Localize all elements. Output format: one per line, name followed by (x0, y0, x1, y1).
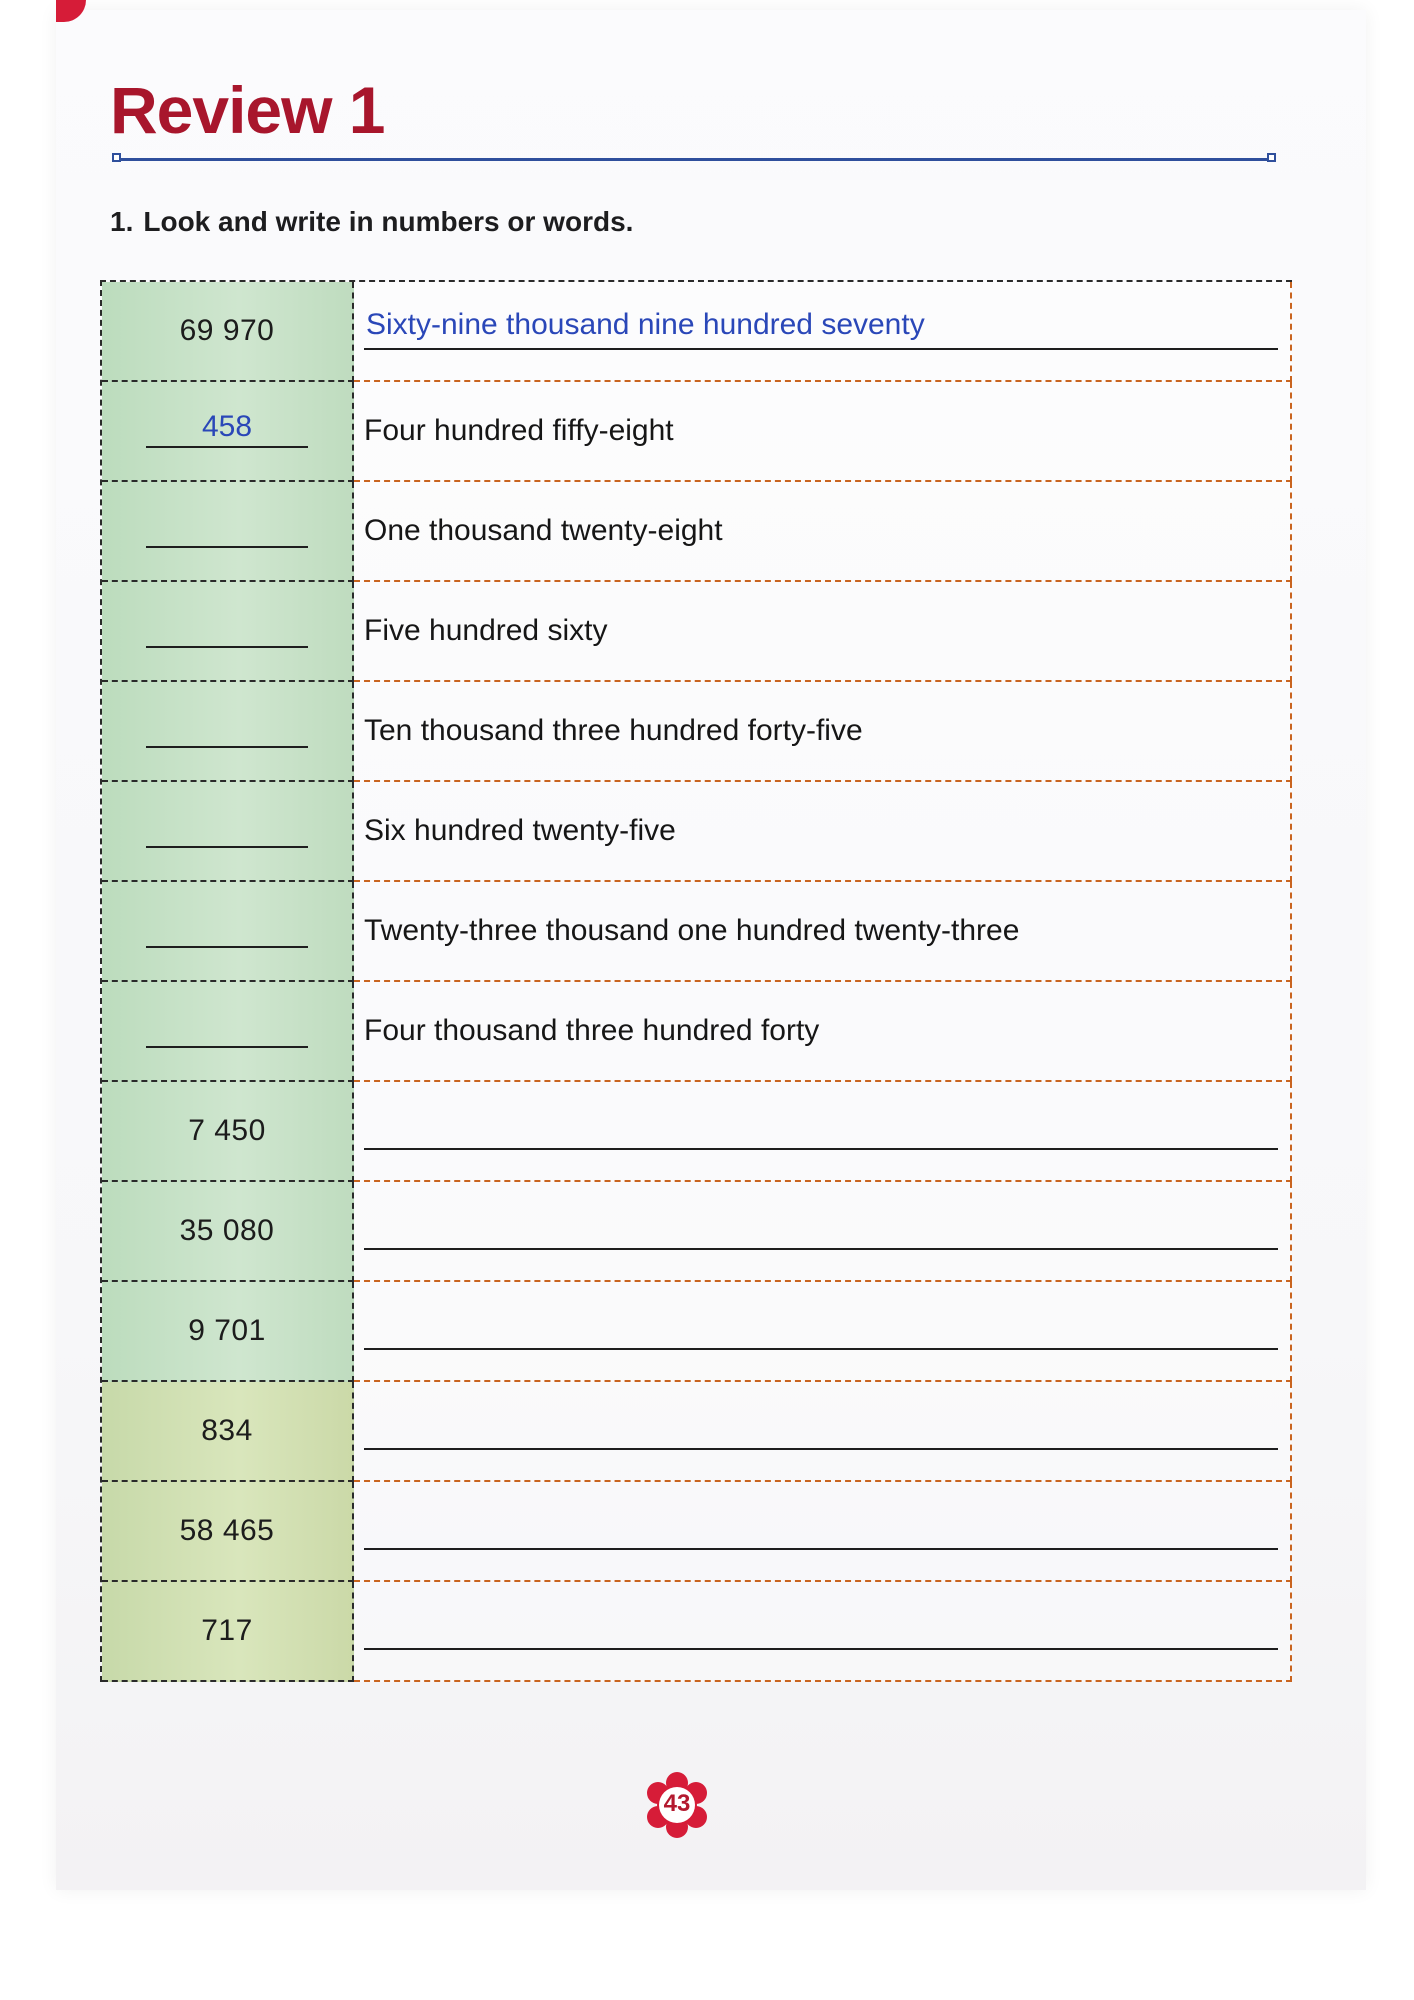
table-row (102, 1382, 1292, 1482)
number-text: 69 970 (179, 314, 275, 347)
words-text: One thousand twenty-eight (364, 514, 723, 547)
page-title: Review 1 (110, 73, 385, 147)
number-cell[interactable] (102, 582, 354, 682)
number-cell (102, 1382, 354, 1482)
words-cell[interactable] (354, 1382, 1292, 1482)
exercise-instruction (110, 206, 633, 238)
answer-line (146, 446, 308, 448)
answer-line (146, 546, 308, 548)
answer-line (364, 348, 1278, 350)
table-row (102, 982, 1292, 1082)
table-row (102, 1082, 1292, 1182)
number-cell[interactable] (102, 782, 354, 882)
table-row (102, 882, 1292, 982)
number-cell (102, 1182, 354, 1282)
number-cell[interactable] (102, 982, 354, 1082)
words-cell (354, 682, 1292, 782)
table-row (102, 1582, 1292, 1682)
words-cell (354, 982, 1292, 1082)
number-cell (102, 1482, 354, 1582)
number-cell[interactable] (102, 682, 354, 782)
words-text: Four hundred fiffy-eight (364, 414, 674, 447)
words-cell[interactable] (354, 282, 1292, 382)
words-cell (354, 882, 1292, 982)
exercise-table (100, 280, 1292, 1682)
words-text: Six hundred twenty-five (364, 814, 676, 847)
words-cell[interactable] (354, 1082, 1292, 1182)
table-row (102, 682, 1292, 782)
answer-line (146, 1046, 308, 1048)
instruction-text: Look and write in numbers or words. (143, 206, 634, 237)
words-cell (354, 782, 1292, 882)
table-row (102, 782, 1292, 882)
words-cell (354, 382, 1292, 482)
number-text: 834 (201, 1414, 253, 1447)
answer-line (146, 846, 308, 848)
words-cell[interactable] (354, 1282, 1292, 1382)
answer-line (364, 1548, 1278, 1550)
words-text: Ten thousand three hundred forty-five (364, 714, 863, 747)
table-row (102, 582, 1292, 682)
number-cell[interactable] (102, 882, 354, 982)
table-row (102, 382, 1292, 482)
answer-line (146, 746, 308, 748)
number-cell[interactable] (102, 382, 354, 482)
answer-line (364, 1348, 1278, 1350)
number-cell[interactable] (102, 482, 354, 582)
table-row (102, 482, 1292, 582)
number-text: 7 450 (188, 1114, 266, 1147)
table-row (102, 1282, 1292, 1382)
words-text: Twenty-three thousand one hundred twenty-three (364, 914, 1020, 947)
words-cell[interactable] (354, 1482, 1292, 1582)
page-number: 43 (663, 1790, 691, 1817)
title-underline (114, 158, 1274, 161)
table-row (102, 1182, 1292, 1282)
table-row (102, 282, 1292, 382)
number-text: 58 465 (179, 1514, 275, 1547)
rule-end-cap (1267, 153, 1276, 162)
answer-line (364, 1248, 1278, 1250)
rule-start-cap (112, 153, 121, 162)
answer-line (364, 1148, 1278, 1150)
words-cell[interactable] (354, 1182, 1292, 1282)
number-text: 35 080 (179, 1214, 275, 1247)
number-text: 717 (201, 1614, 253, 1647)
exercise-number: 1. (110, 206, 134, 237)
words-cell[interactable] (354, 1582, 1292, 1682)
answer-line (364, 1648, 1278, 1650)
words-text: Four thousand three hundred forty (364, 1014, 820, 1047)
handwritten-answer: Sixty-nine thousand nine hundred seventy (366, 308, 925, 341)
answer-line (364, 1448, 1278, 1450)
handwritten-answer: 458 (201, 410, 253, 443)
number-text: 9 701 (188, 1314, 266, 1347)
number-cell (102, 1082, 354, 1182)
number-cell[interactable] (102, 282, 354, 382)
table-row (102, 1482, 1292, 1582)
words-cell (354, 482, 1292, 582)
page-number-badge (642, 1770, 712, 1840)
number-cell (102, 1582, 354, 1682)
words-cell (354, 582, 1292, 682)
answer-line (146, 946, 308, 948)
words-text: Five hundred sixty (364, 614, 608, 647)
answer-line (146, 646, 308, 648)
number-cell (102, 1282, 354, 1382)
